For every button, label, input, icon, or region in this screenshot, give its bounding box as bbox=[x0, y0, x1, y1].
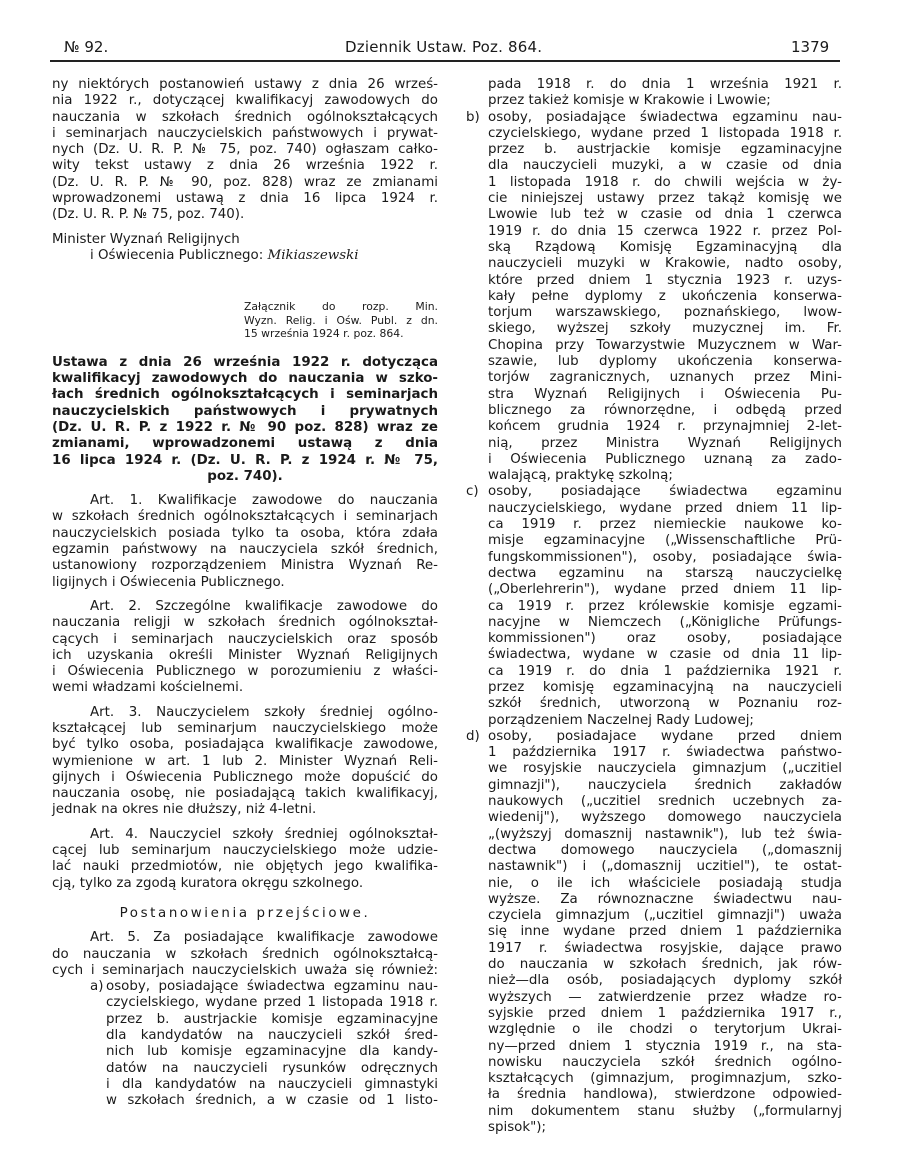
text-line: i seminarjach nauczycielskich państwowych i prywat- bbox=[52, 125, 438, 141]
text-line: torjum warszawskiego, poznańskiego, lwow- bbox=[488, 305, 842, 321]
text-line: wiedenij"), wyższego domowego nauczyciela bbox=[488, 810, 842, 826]
text-line: 15 września 1924 r. poz. 864. bbox=[244, 327, 404, 341]
text-line: pada 1918 r. do dnia 1 września 1921 r. bbox=[488, 77, 842, 92]
text-line: względnie o ile chodzi o terytorjum Ukrai- bbox=[488, 1022, 842, 1038]
text-line: końcem grudnia 1924 r. przynajmniej 2-let- bbox=[488, 419, 842, 435]
text-line: Załącznik do rozp. Min. bbox=[244, 300, 438, 314]
text-line: dla kandydatów na nauczycieli szkół śred- bbox=[106, 1028, 438, 1044]
text-line: nauczania religji w szkołach średnich ogólnokształ- bbox=[52, 615, 438, 631]
text-line: fungskommissionen"), osoby, posiadające świa- bbox=[488, 549, 842, 565]
signatory-name: Mikiaszewski bbox=[267, 247, 359, 263]
text-line: we rosyjskie nauczyciela gimnazjum („uczitiel bbox=[488, 761, 842, 777]
text-line: dectwa domowego nauczyciela („domasznij bbox=[488, 842, 842, 858]
text-line: Ustawa z dnia 26 września 1922 r. dotycząca bbox=[52, 354, 438, 370]
intro-paragraph bbox=[52, 77, 438, 224]
text-line: nia 1922 r., dotyczącej kwalifikacyj zawodowych do bbox=[52, 93, 438, 109]
text-line: nauczycielskiego, wydane przed dniem 11 lip- bbox=[488, 500, 842, 516]
text-line: nie, o ile ich właściciele posiadają studja bbox=[488, 875, 842, 891]
text-line: Lwowie lub też w czasie od dnia 1 czerwca bbox=[488, 207, 842, 223]
text-line: syjskie przed dniem 1 października 1917 r., bbox=[488, 1005, 842, 1021]
text-line: 1 października 1917 r. świadectwa państwo- bbox=[488, 745, 842, 761]
article-2 bbox=[52, 599, 438, 697]
text-line: czycielskiego, wydane przed 1 listopada 1918 r. bbox=[488, 125, 842, 141]
text-line: 16 lipca 1924 r. (Dz. U. R. P. z 1924 r. № 75, bbox=[52, 452, 438, 468]
text-line: cych i seminarjach nauczycielskich uważa się również: bbox=[52, 962, 438, 978]
text-line: nauczycielskich państwowych i prywatnych bbox=[52, 403, 438, 419]
left-column bbox=[52, 77, 438, 1110]
text-line: poz. 740). bbox=[207, 468, 283, 484]
text-line: ca 1919 r. przez niemieckie naukowe ko- bbox=[488, 517, 842, 533]
text-line: egzamin państwowy na nauczyciela szkół średnich, bbox=[52, 542, 438, 558]
text-line: łach średnich ogólnokształcących i seminarjach bbox=[52, 387, 438, 403]
text-line: nowisku nauczyciela szkół średnich ogólno- bbox=[488, 1054, 842, 1070]
text-line: świadectwa, wydane w czasie od dnia 11 lip- bbox=[488, 647, 842, 663]
text-line: i Oświecenia Publicznego w porozumieniu z właści- bbox=[52, 664, 438, 680]
text-line: ligijnych i Oświecenia Publicznego. bbox=[52, 574, 285, 590]
text-line: i Oświecenia Publicznego uznaną za zado- bbox=[488, 451, 842, 467]
text-line: dectwa egzaminu na starszą nauczycielkę bbox=[488, 565, 842, 581]
text-line: osoby, posiadające świadectwa egzaminu nau- bbox=[488, 109, 842, 125]
journal-title: Dziennik Ustaw. Poz. 864. bbox=[345, 38, 543, 56]
text-line: osoby, posiadajace wydane przed dniem bbox=[488, 728, 842, 744]
text-line: ską Rządową Komisję Egzaminacyjną dla bbox=[488, 239, 842, 255]
text-line: wemi władzami kościelnemi. bbox=[52, 680, 244, 696]
text-line: być tylko osoba, posiadająca kwalifikacje zawodowe, bbox=[52, 737, 438, 753]
text-line: wprowadzonemi ustawą z dnia 16 lipca 1924 r. bbox=[52, 191, 438, 207]
text-line: cją, tylko za zgodą kuratora okręgu szkolnego. bbox=[52, 875, 364, 891]
text-line: „(wyższyj domasznij nastawnik"), lub też świa- bbox=[488, 826, 842, 842]
text-line: naukowych („uczitiel srednich uczebnych za- bbox=[488, 794, 842, 810]
text-line: osoby, posiadające świadectwa egzaminu nau- bbox=[106, 979, 438, 995]
text-line: kommissionen") oraz osoby, posiadające bbox=[488, 631, 842, 647]
text-line: przez b. austrjackie komisje egzaminacyjne bbox=[488, 142, 842, 158]
text-line: gijnych i Oświecenia Publicznego może dopuścić do bbox=[52, 769, 438, 785]
text-line: przez takież komisje w Krakowie i Lwowie; bbox=[488, 93, 771, 109]
text-line: cących i seminarjach nauczycielskich oraz sposób bbox=[52, 631, 438, 647]
text-line: walającą, praktykę szkolną; bbox=[488, 468, 673, 484]
text-line: cie niniejszej ustawy przez takąż komisję we bbox=[488, 191, 842, 207]
text-line: ła średnia handlowa), stwierdzone odpowied- bbox=[488, 1087, 842, 1103]
text-line: porządzeniem Naczelnej Rady Ludowej; bbox=[488, 712, 754, 728]
text-line: ich uzyskania określi Minister Wyznań Religijnych bbox=[52, 647, 438, 663]
text-line: szkół średnich, utworzoną w Poznaniu roz- bbox=[488, 696, 842, 712]
text-line: nych (Dz. U. R. P. № 75, poz. 740) ogłaszam całko- bbox=[52, 142, 438, 158]
text-line: osoby, posiadające świadectwa egzaminu bbox=[488, 484, 842, 500]
text-line: 1 listopada 1918 r. do chwili wejścia w ży- bbox=[488, 174, 842, 190]
text-line: ny niektórych postanowień ustawy z dnia 26 wrześ- bbox=[52, 77, 438, 92]
text-line: w szkołach średnich, a w czasie od 1 listo- bbox=[106, 1093, 438, 1109]
text-line: (Dz. U. R. P. № 75, poz. 740). bbox=[52, 207, 245, 223]
text-line: Wyzn. Relig. i Ośw. Publ. z dn. bbox=[244, 313, 438, 327]
list-marker: c) bbox=[466, 484, 479, 500]
text-line: przez komisję egzaminacyjną na nauczycieli bbox=[488, 679, 842, 695]
text-line: przez b. austrjackie komisje egzaminacyjne bbox=[106, 1011, 438, 1027]
text-line: ca 1919 r. do dnia 1 października 1921 r. bbox=[488, 663, 842, 679]
text-line: wity tekst ustawy z dnia 26 września 1922 r. bbox=[52, 158, 438, 174]
text-line: Art. 2. Szczególne kwalifikacje zawodowe do bbox=[90, 598, 438, 614]
text-line: nacyjne w Niemczech („Königliche Prüfungs- bbox=[488, 614, 842, 630]
text-line: wymienione w art. 1 lub 2. Minister Wyznań Reli- bbox=[52, 753, 438, 769]
text-line: („Oberlehrerin"), wydane przed dniem 11 lip- bbox=[488, 582, 842, 598]
text-line: (Dz. U. R. P. № 90, poz. 828) wraz ze zmianami bbox=[52, 174, 438, 190]
header-rule bbox=[50, 60, 840, 62]
text-line: nich lub komisje egzaminacyjne dla kandy- bbox=[106, 1044, 438, 1060]
text-line: czyciela gimnazjum („uczitiel gimnazji") uważa bbox=[488, 908, 842, 924]
text-line: Art. 3. Nauczycielem szkoły średniej ogólno- bbox=[90, 704, 438, 720]
text-line: w szkołach średnich ogólnokształcących i seminarjach bbox=[52, 509, 438, 525]
list-item-a bbox=[52, 979, 438, 1109]
signature-line bbox=[52, 248, 438, 264]
text-line: Chopina przy Towarzystwie Muzycznem w War- bbox=[488, 337, 842, 353]
text-line: zmianami, wprowadzonemi ustawą z dnia bbox=[52, 436, 438, 452]
text-line: (Dz. U. R. P. z 1922 r. № 90 poz. 828) wraz ze bbox=[52, 419, 438, 435]
list-item-a-continued bbox=[466, 77, 842, 110]
text-line: 1917 r. świadectwa rosyjskie, dające prawo bbox=[488, 940, 842, 956]
text-line: ustanowiony rozporządzeniem Ministra Wyznań Re- bbox=[52, 558, 438, 574]
text-line: się inne wydane przed dniem 1 października bbox=[488, 924, 842, 940]
page-number: 1379 bbox=[791, 38, 830, 56]
article-3 bbox=[52, 705, 438, 819]
text-line: nież—dla osób, posiadających dyplomy szkół bbox=[488, 973, 842, 989]
annex-note bbox=[244, 300, 438, 341]
text-line: kształcącej lub seminarjum nauczycielskiego może bbox=[52, 721, 438, 736]
text-line: nią, przez Ministra Wyznań Religijnych bbox=[488, 435, 842, 451]
signature-title: Minister Wyznań Religijnych bbox=[52, 231, 240, 247]
article-4 bbox=[52, 827, 438, 892]
text-line: skiego, wyższej szkoły muzycznej im. Fr. bbox=[488, 321, 842, 337]
text-line: misje egzaminacyjne („Wissenschaftliche Prü- bbox=[488, 533, 842, 549]
text-line: gimnazji"), nauczyciela średnich zakładów bbox=[488, 777, 842, 793]
text-line: które przed dniem 1 stycznia 1923 r. uzys- bbox=[488, 272, 842, 288]
list-item-b bbox=[466, 110, 842, 485]
text-line: nauczycielskich posiada tylko ta osoba, która zdała bbox=[52, 525, 438, 541]
text-line: nauczania osobę, nie posiadającą takich kwalifikacyj, bbox=[52, 786, 438, 802]
text-line: torjów zagranicznych, uznanych przez Mini- bbox=[488, 370, 842, 386]
text-line: kały pełne dyplomy z ukończenia konserwa- bbox=[488, 288, 842, 304]
text-line: stra Wyznań Religijnych i Oświecenia Pu- bbox=[488, 386, 842, 402]
text-line: ny—przed dniem 1 stycznia 1919 r., na sta- bbox=[488, 1038, 842, 1054]
act-title bbox=[52, 355, 438, 485]
text-line: 1919 r. do dnia 15 czerwca 1922 r. przez Pol- bbox=[488, 223, 842, 239]
text-line: dla nauczycieli muzyki, a w czasie od dnia bbox=[488, 158, 842, 174]
article-5 bbox=[52, 930, 438, 1109]
list-item-d bbox=[466, 729, 842, 1136]
text-line: datów na nauczycieli rysunków odręcznych bbox=[106, 1060, 438, 1076]
list-marker: d) bbox=[466, 728, 480, 744]
text-line: wyższych — zatwierdzenie przez władze ro- bbox=[488, 989, 842, 1005]
list-item-c bbox=[466, 484, 842, 728]
text-line: blicznego za równorzędne, i odbędą przed bbox=[488, 402, 842, 418]
text-line: i dla kandydatów na nauczycieli gimnastyki bbox=[106, 1076, 438, 1092]
text-line: Art. 4. Nauczyciel szkoły średniej ogólnokształ- bbox=[90, 826, 438, 842]
article-1 bbox=[52, 493, 438, 591]
text-line: lać nauki przedmiotów, nie objętych jego kwalifika- bbox=[52, 859, 438, 875]
text-line: do nauczania w szkołach średnich ogólnokształcą- bbox=[52, 946, 438, 962]
text-line: Art. 5. Za posiadające kwalifikacje zawodowe bbox=[90, 930, 438, 946]
text-line: kształcących (gimnazjum, progimnazjum, szko- bbox=[488, 1071, 842, 1087]
text-line: szawie, lub dyplomy ukończenia konserwa- bbox=[488, 354, 842, 370]
text-line: czycielskiego, wydane przed 1 listopada 1918 r. bbox=[106, 995, 438, 1011]
text-line: jednak na okres nie dłuższy, niż 4-letni. bbox=[52, 802, 317, 818]
list-marker: a) bbox=[90, 979, 104, 995]
text-line: ca 1919 r. przez królewskie komisje egzami- bbox=[488, 598, 842, 614]
text-line: wyższe. Za równoznaczne świadectwu nau- bbox=[488, 891, 842, 907]
text-line: nauczycieli muzyki w Krakowie, nadto osoby, bbox=[488, 256, 842, 272]
list-marker: b) bbox=[466, 109, 480, 125]
text-line: Art. 1. Kwalifikacje zawodowe do nauczania bbox=[90, 493, 438, 509]
text-line: kwalifikacyj zawodowych do nauczania w szko- bbox=[52, 371, 438, 387]
signature-block bbox=[52, 232, 438, 265]
text-line: nastawnik") i („domasznij uczitiel"), te ostat- bbox=[488, 859, 842, 875]
text-line: nauczania w szkołach średnich ogólnokształcących bbox=[52, 109, 438, 125]
text-line: spisok"); bbox=[488, 1120, 547, 1135]
text-line: cącej lub seminarjum nauczycielskiego może udzie- bbox=[52, 843, 438, 859]
section-heading: Postanowienia przejściowe. bbox=[119, 905, 371, 921]
text-line: do nauczania w szkołach średnich, jak rów- bbox=[488, 957, 842, 973]
issue-number: № 92. bbox=[64, 38, 109, 56]
signature-office: i Oświecenia Publicznego: bbox=[90, 247, 268, 263]
text-line: nim dokumentem stanu służby („formularnyj bbox=[488, 1103, 842, 1119]
right-column bbox=[466, 77, 842, 1136]
